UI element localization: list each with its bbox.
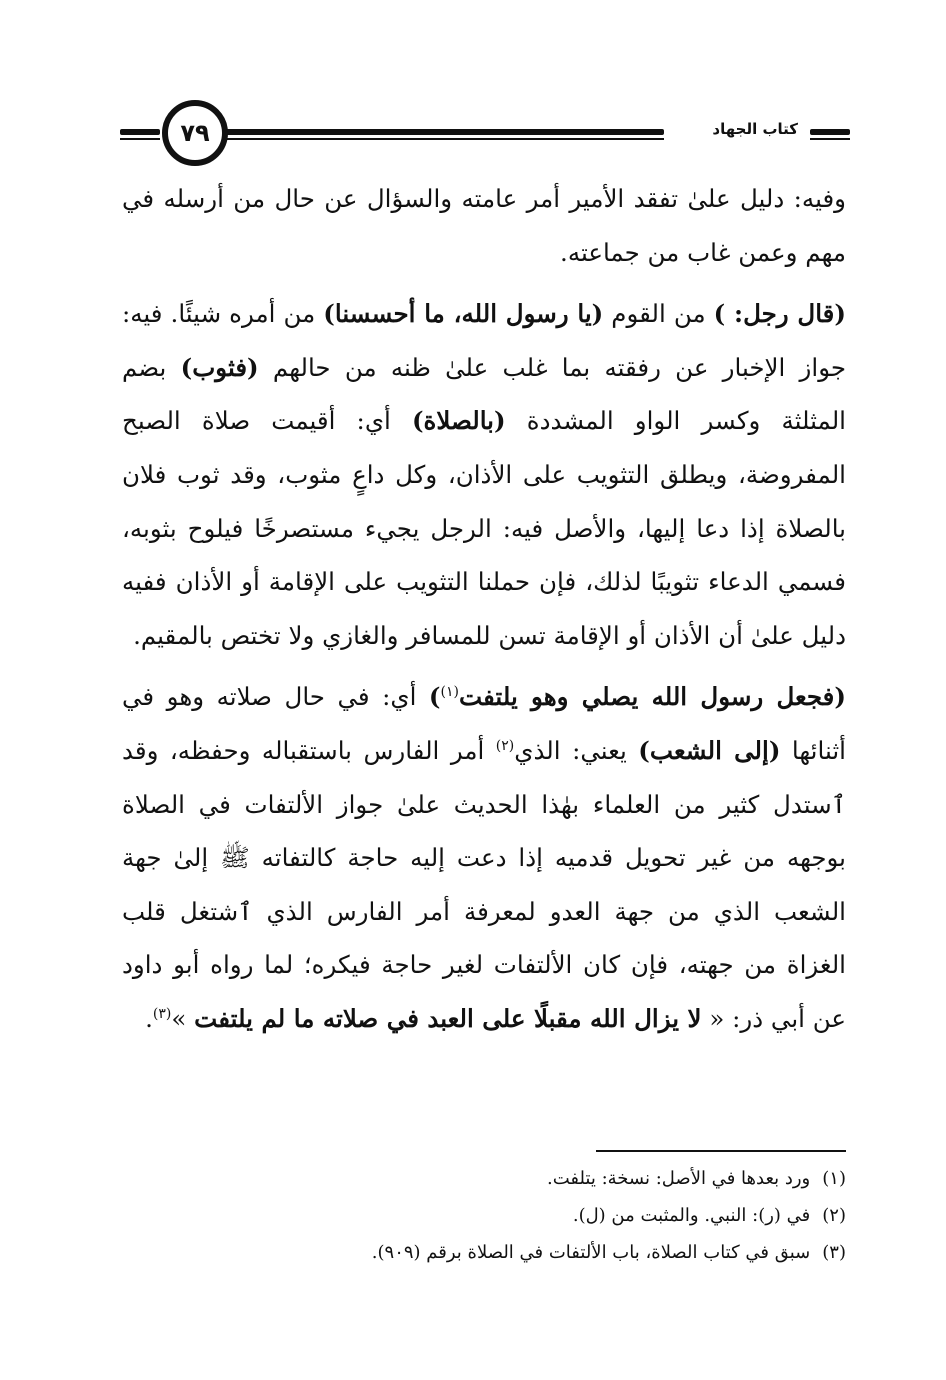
main-text [122,172,846,1046]
p2-bold-4: (بالصلاة) [411,406,506,436]
p2-bold-2: (يا رسول الله، ما أحسسنا) [323,299,604,329]
footnote-text: في (ر): النبي. والمثبت من (ل). [572,1205,811,1226]
p3-text-3: أمر الفارس باستقباله وحفظه، وقد ٱستدل كثير من العلماء بهٰذا الحديث علىٰ جواز الألتفات في الصلاة بوجهه من غير تحويل قدميه إذا دعت إليه حاجة كالتفاته ﷺ إلىٰ جهة الشعب الذي من جهة العدو لمعرفة أمر الفارس الذي ٱشتغل قلب الغزاة من جهته، فإن كان الألتفات لغير حاجة فيكره؛ لما رواه أبو داود عن أبي ذر: « [122,735,846,1033]
header-rule-right-thin [810,138,850,140]
header-rule-right [810,129,850,135]
p3-text-5: . [145,1003,153,1033]
p3-text-4: » [171,1003,195,1033]
p2-text-2: من أمره شيئًا. فيه: جواز الإخبار عن رفقته بما غلب علىٰ ظنه من حالهم [122,299,846,382]
footnote-text: ورد بعدها في الأصل: نسخة: يتلفت. [546,1168,811,1189]
page-number: ٧٩ [162,100,228,166]
running-title: كتاب الجهاد [706,120,804,138]
p2-text-1: من القوم [603,299,714,329]
header-rule-thick [212,129,664,135]
footnote-ref-2[interactable]: (٢) [495,737,515,754]
header-rule-left-stub-thin [120,138,160,140]
p2-text-4: أي: أقيمت صلاة الصبح المفروضة، ويطلق التثويب على الأذان، وكل داعٍ مثوب، وقد ثوب فلان بالصلاة إذا دعا إليها، والأصل فيه: الرجل يجيء مستصرخًا فيلوح بثوبه، فسمي الدعاء تثويبًا لذلك، فإن حملنا التثويب على الإقامة أو الأذان ففيه دليل علىٰ أن الأذان أو الإقامة تسن للمسافر والغازي ولا تختص بالمقيم. [122,406,846,650]
header-rule-thin [212,138,664,140]
footnote-separator [596,1150,846,1152]
footnote-2 [122,1197,846,1234]
p1-text: وفيه: دليل علىٰ تفقد الأمير أمر عامته والسؤال عن حال من أرسله في مهم وعمن غاب من جماعته. [122,184,846,267]
footnote-number: (٣) [822,1242,846,1263]
footnote-3 [122,1234,846,1271]
paragraph-3 [122,670,846,1045]
header-rule-left-stub [120,129,160,135]
p2-bold-3: (فثوب) [180,352,259,382]
footnote-text: سبق في كتاب الصلاة، باب الألتفات في الصلاة برقم (٩٠٩). [371,1242,811,1263]
footnote-1 [122,1160,846,1197]
p2-text-3: بضم المثلثة وكسر الواو المشددة [122,352,846,436]
footnote-ref-1[interactable]: (١) [440,684,459,701]
paragraph-1 [122,172,846,279]
p3-text-2: يعني: الذي [514,735,639,765]
footnote-number: (١) [822,1168,846,1189]
paragraph-2 [122,287,846,662]
footnote-number: (٢) [822,1205,846,1226]
p3-bold-1-close: ) [428,682,441,712]
page-header [120,100,850,168]
p3-bold-1: (فجعل رسول الله يصلي وهو يلتفت [458,682,846,712]
p3-hadith-quote: لا يزال الله مقبلًا على العبد في صلاته ما لم يلتفت [194,1003,702,1033]
p2-bold-1: (قال رجل: ) [713,299,846,329]
footnotes [122,1160,846,1271]
p3-text-1: أي: في حال صلاته وهو في أثنائها [122,682,846,765]
p3-bold-2: (إلى الشعب) [638,735,781,765]
footnote-ref-3[interactable]: (٣) [152,1005,172,1022]
